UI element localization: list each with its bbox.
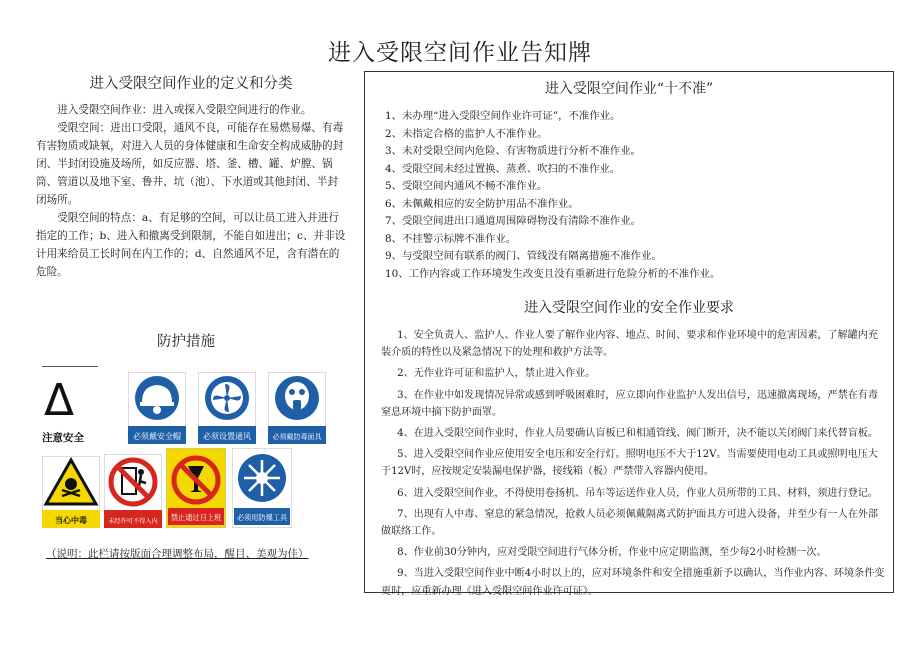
rules-box xyxy=(364,71,894,597)
definition-paragraph: 受限空间：进出口受限，通风不良，可能存在易燃易爆、有毒有害物质或缺氧，对进入人员的身体健康和生命安全构成威胁的封闭、半封闭设施及场所，如反应器、塔、釜、槽、罐、炉膛、锅筒、管道以及地下室、鲁井、坑（池）、下水道或其他封闭、半封闭场所。 xyxy=(36,122,344,206)
layout-note: （说明：此栏请按版面合理调整布局，醒目、美观为佳） xyxy=(46,548,309,560)
sign-label: 禁止通过日上班 xyxy=(170,513,222,522)
definition-paragraph: 受限空间的特点：a、有足够的空间，可以让员工进入并进行指定的工作；b、进入和撤离受到限制，不能自如进出；c、并非设计用来给员工长时间在内工作的；d、自然通风不足，含有潜在的危险。 xyxy=(36,212,346,278)
list-item: 1、未办理“进入受限空间作业许可证”，不准作业。 xyxy=(385,110,621,122)
requirement-item: 6、进入受限空间作业，不得使用卷扬机、吊车等运送作业人员，作业人员所带的工具、材料，须进行登记。 xyxy=(397,487,878,499)
list-item: 10、工作内容或工作环境发生改变且没有重新进行危险分析的不准作业。 xyxy=(385,267,721,280)
definition-paragraph: 进入受限空间作业：进入或探入受限空间进行的作业。 xyxy=(57,104,312,116)
requirement-item: 9、当进入受限空间作业中断4小时以上的，应对环境条件和安全措施重新予以确认，当作业内容、环境条件变更时，应重新办理《进入受限空间作业许可证》。 xyxy=(381,568,885,597)
ten-rules-list xyxy=(365,108,893,283)
requirement-item: 1、安全负责人、监护人、作业人要了解作业内容、地点、时间、要求和作业环境中的危害因素，了解罐内充装介质的特性以及紧急情况下的处理和救护方法等。 xyxy=(381,330,878,359)
list-item: 2、未指定合格的监护人不准作业。 xyxy=(385,127,548,140)
requirement-item: 7、出现有人中毒、窒息的紧急情况，抢救人员必须佩戴隔离式防护面具方可进入设备，并至少有一人在外部做联络工作。 xyxy=(381,508,878,538)
requirement-item: 2、无作业许可证和监护人，禁止进入作业。 xyxy=(397,368,596,380)
sign-label: 必须设置通风 xyxy=(203,432,251,441)
ten-rules-heading: 进入受限空间作业“十不准” xyxy=(544,81,714,97)
list-item: 9、与受限空间有联系的阀门、管线没有隔离措施不准作业。 xyxy=(385,250,662,262)
list-item: 8、不挂警示标牌不准作业。 xyxy=(385,232,517,245)
divider xyxy=(42,366,98,367)
sign-label: 必须用防爆工具 xyxy=(236,513,288,522)
requirement-item: 3、在作业中如发现情况异常或感到呼吸困难时，应立即向作业监护人发出信号，迅速撤离现场，严禁在有毒窒息环境中摘下防护面罩。 xyxy=(381,389,878,418)
warning-triangle-icon: Δ xyxy=(44,375,75,426)
list-item: 5、受限空间内通风不畅不准作业。 xyxy=(385,180,548,192)
sign-label: 必须戴防毒面具 xyxy=(272,433,322,441)
definition-heading: 进入受限空间作业的定义和分类 xyxy=(89,76,293,92)
sign-no-entry xyxy=(104,454,164,528)
list-item: 6、未佩戴相应的安全防护用品不准作业。 xyxy=(385,197,579,210)
poison-icon xyxy=(42,456,100,528)
sign-explosion-proof xyxy=(232,448,292,522)
sign-label: 必须戴安全帽 xyxy=(133,432,181,441)
requirements-heading: 进入受限空间作业的安全作业要求 xyxy=(524,300,734,316)
protection-heading: 防护措施 xyxy=(157,334,215,350)
fan-icon xyxy=(198,372,256,444)
list-item: 7、受限空间进出口通道周围障碍物没有清除不准作业。 xyxy=(385,215,641,227)
explosion-proof-icon xyxy=(232,448,292,528)
sign-ventilation xyxy=(198,372,258,446)
sign-poison xyxy=(42,456,102,530)
sign-gas-mask xyxy=(268,372,328,446)
definition-section xyxy=(36,72,346,281)
no-entry-icon xyxy=(104,454,162,528)
list-item: 4、受限空间未经过置换、蒸煮、吹扫的不准作业。 xyxy=(385,162,621,175)
gas-mask-icon xyxy=(268,372,326,444)
sign-no-pass xyxy=(166,448,226,522)
requirement-item: 4、在进入受限空间作业时，作业人员要确认盲板已和相通管线、阀门断开，决不能以关闭阀门来代替盲板。 xyxy=(397,428,878,440)
requirements-list xyxy=(365,327,893,600)
requirement-item: 8、作业前30分钟内，应对受限空间进行气体分析，作业中应定期监测，至少每2小时检测一次。 xyxy=(397,547,827,559)
list-item: 3、未对受限空间内危险、有害物质进行分析不准作业。 xyxy=(385,145,641,157)
helmet-icon xyxy=(128,372,186,444)
caution-label: 注意安全 xyxy=(42,432,84,444)
requirement-item: 5、进入受限空间作业应使用安全电压和安全行灯。照明电压不大于12V。当需要使用电动工具或照明电压大于12V时，应按规定安装漏电保护器，接线箱（板）严禁带入容器内使用。 xyxy=(381,449,878,478)
sign-helmet xyxy=(128,372,188,446)
caution-sign xyxy=(42,375,102,448)
no-pass-icon xyxy=(166,448,226,528)
page-title: 进入受限空间作业告知牌 xyxy=(328,40,592,66)
sign-label: 当心中毒 xyxy=(55,516,87,525)
sign-label: 未经许可不得入内 xyxy=(108,518,158,525)
